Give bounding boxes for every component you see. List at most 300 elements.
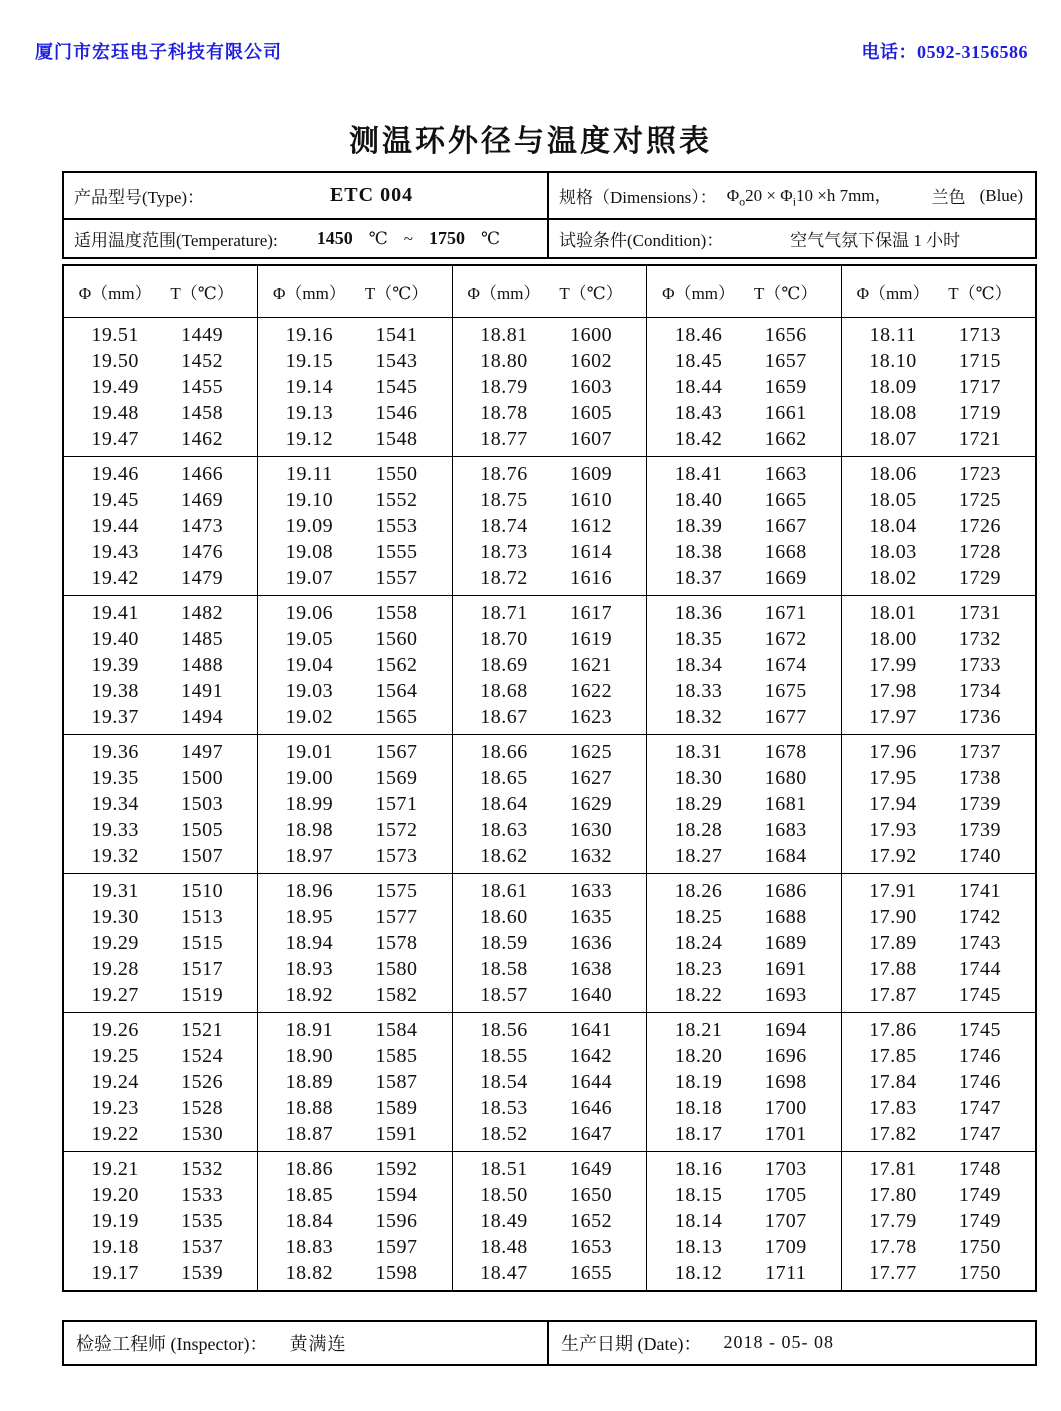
diameter-value: 18.33 — [674, 679, 723, 702]
temperature-value: 1573 — [375, 844, 418, 867]
temperature-value: 1633 — [570, 879, 613, 902]
diameter-value: 18.16 — [674, 1157, 723, 1180]
diameter-value: 18.17 — [674, 1122, 723, 1145]
temperature-value: 1642 — [570, 1044, 613, 1067]
temperature-value: 1543 — [375, 349, 418, 372]
temp-unit-1: ℃ — [368, 228, 388, 248]
temperature-value: 1609 — [570, 462, 613, 485]
temperature-value: 1627 — [570, 766, 613, 789]
temperature-value: 1731 — [958, 601, 1001, 624]
diameter-value: 18.99 — [285, 792, 334, 815]
data-cell — [63, 1012, 258, 1151]
temperature-value: 1661 — [764, 401, 807, 424]
temperature-value: 1557 — [375, 566, 418, 589]
diameter-value: 19.32 — [91, 844, 139, 867]
diameter-value: 19.15 — [285, 349, 334, 372]
temperature-value: 1653 — [570, 1235, 613, 1258]
temperature-value: 1517 — [181, 957, 224, 980]
diameter-value: 18.49 — [480, 1209, 528, 1232]
temperature-value: 1745 — [958, 983, 1001, 1006]
diameter-value: 19.46 — [91, 462, 139, 485]
data-cell — [258, 456, 453, 595]
diameter-value: 18.09 — [869, 375, 917, 398]
temperature-value: 1605 — [570, 401, 613, 424]
temperature-value: 1469 — [181, 488, 224, 511]
diameter-value: 18.25 — [674, 905, 723, 928]
column-header — [647, 265, 842, 317]
temperature-value: 1698 — [764, 1070, 807, 1093]
diameter-header: Φ（mm） — [662, 283, 736, 303]
temperature-value: 1681 — [764, 792, 807, 815]
diameter-value: 17.78 — [869, 1235, 917, 1258]
diameter-value: 18.78 — [480, 401, 528, 424]
temperature-value: 1578 — [375, 931, 418, 954]
temperature-value: 1725 — [958, 488, 1001, 511]
data-cell — [841, 595, 1036, 734]
diameter-value: 18.75 — [480, 488, 528, 511]
temperature-value: 1539 — [181, 1261, 224, 1284]
data-cell — [258, 734, 453, 873]
diameter-value: 18.86 — [285, 1157, 334, 1180]
temperature-value: 1622 — [570, 679, 613, 702]
temperature-value: 1667 — [764, 514, 807, 537]
diameter-value: 18.87 — [285, 1122, 334, 1145]
product-info-table — [62, 171, 1037, 259]
temperature-value: 1612 — [570, 514, 613, 537]
temperature-range-label: 适用温度范围(Temperature): — [74, 231, 278, 250]
temperature-value: 1647 — [570, 1122, 613, 1145]
data-cell — [63, 1151, 258, 1291]
temperature-value: 1677 — [764, 705, 807, 728]
diameter-value: 18.90 — [285, 1044, 334, 1067]
diameter-value: 18.31 — [674, 740, 723, 763]
diameter-value: 18.38 — [674, 540, 723, 563]
diameter-value: 18.22 — [674, 983, 723, 1006]
dimensions-label: 规格（Dimensions）： — [559, 188, 717, 207]
column-header — [452, 265, 647, 317]
diameter-value: 19.19 — [91, 1209, 139, 1232]
data-cell — [258, 595, 453, 734]
temperature-value: 1589 — [375, 1096, 418, 1119]
temperature-value: 1466 — [181, 462, 224, 485]
temperature-value: 1715 — [958, 349, 1001, 372]
temperature-value: 1577 — [375, 905, 418, 928]
temperature-value: 1656 — [764, 323, 807, 346]
column-header — [63, 265, 258, 317]
temperature-value: 1494 — [181, 705, 224, 728]
diameter-value: 18.46 — [674, 323, 723, 346]
diameter-value: 17.87 — [869, 983, 917, 1006]
temperature-value: 1734 — [958, 679, 1001, 702]
temperature-value: 1591 — [375, 1122, 418, 1145]
temperature-header: T（℃） — [948, 283, 1012, 303]
diameter-value: 18.52 — [480, 1122, 528, 1145]
temp-unit-2: ℃ — [480, 228, 500, 248]
temperature-value: 1746 — [958, 1070, 1001, 1093]
temperature-value: 1550 — [375, 462, 418, 485]
diameter-value: 19.24 — [91, 1070, 139, 1093]
diameter-value: 18.76 — [480, 462, 528, 485]
temperature-value: 1500 — [181, 766, 224, 789]
diameter-value: 17.89 — [869, 931, 917, 954]
temperature-value: 1669 — [764, 566, 807, 589]
diameter-value: 18.62 — [480, 844, 528, 867]
temperature-value: 1541 — [375, 323, 418, 346]
diameter-value: 19.22 — [91, 1122, 139, 1145]
diameter-value: 19.18 — [91, 1235, 139, 1258]
diameter-value: 19.27 — [91, 983, 139, 1006]
diameter-value: 17.93 — [869, 818, 917, 841]
diameter-value: 18.61 — [480, 879, 528, 902]
temperature-value: 1652 — [570, 1209, 613, 1232]
diameter-value: 19.06 — [285, 601, 334, 624]
column-header — [258, 265, 453, 317]
phone-value: 0592-3156586 — [917, 42, 1028, 62]
diameter-value: 18.29 — [674, 792, 723, 815]
temperature-value: 1649 — [570, 1157, 613, 1180]
temperature-value: 1510 — [181, 879, 224, 902]
diameter-value: 19.30 — [91, 905, 139, 928]
diameter-value: 18.69 — [480, 653, 528, 676]
temperature-value: 1740 — [958, 844, 1001, 867]
temperature-value: 1683 — [764, 818, 807, 841]
temperature-value: 1733 — [958, 653, 1001, 676]
temperature-value: 1746 — [958, 1044, 1001, 1067]
temperature-value: 1728 — [958, 540, 1001, 563]
temperature-value: 1479 — [181, 566, 224, 589]
diameter-value: 18.19 — [674, 1070, 723, 1093]
temperature-value: 1668 — [764, 540, 807, 563]
diameter-value: 19.39 — [91, 653, 139, 676]
temperature-value: 1533 — [181, 1183, 224, 1206]
diameter-value: 18.80 — [480, 349, 528, 372]
temperature-value: 1630 — [570, 818, 613, 841]
temperature-value: 1737 — [958, 740, 1001, 763]
data-group-row — [63, 1151, 1036, 1291]
diameter-value: 18.05 — [869, 488, 917, 511]
diameter-value: 19.07 — [285, 566, 334, 589]
diameter-value: 19.14 — [285, 375, 334, 398]
temperature-value: 1662 — [764, 427, 807, 450]
temperature-value: 1635 — [570, 905, 613, 928]
temperature-value: 1701 — [764, 1122, 807, 1145]
temperature-value: 1638 — [570, 957, 613, 980]
diameter-value: 17.85 — [869, 1044, 917, 1067]
condition-label: 试验条件(Condition)： — [559, 231, 724, 250]
diameter-value: 19.49 — [91, 375, 139, 398]
diameter-value: 18.04 — [869, 514, 917, 537]
data-cell — [258, 1012, 453, 1151]
data-cell — [841, 1012, 1036, 1151]
diameter-value: 18.28 — [674, 818, 723, 841]
diameter-value: 18.06 — [869, 462, 917, 485]
diameter-value: 19.26 — [91, 1018, 139, 1041]
temperature-value: 1644 — [570, 1070, 613, 1093]
diameter-value: 18.48 — [480, 1235, 528, 1258]
diameter-value: 17.98 — [869, 679, 917, 702]
diameter-value: 18.64 — [480, 792, 528, 815]
diameter-value: 17.80 — [869, 1183, 917, 1206]
temperature-value: 1748 — [958, 1157, 1001, 1180]
diameter-value: 18.34 — [674, 653, 723, 676]
diameter-value: 18.43 — [674, 401, 723, 424]
data-cell — [63, 317, 258, 456]
diameter-value: 18.01 — [869, 601, 917, 624]
inspector-label: 检验工程师 (Inspector)： — [76, 1333, 268, 1354]
temperature-value: 1750 — [958, 1235, 1001, 1258]
temperature-value: 1709 — [764, 1235, 807, 1258]
diameter-value: 17.82 — [869, 1122, 917, 1145]
temperature-value: 1749 — [958, 1183, 1001, 1206]
diameter-header: Φ（mm） — [78, 283, 152, 303]
temperature-value: 1717 — [958, 375, 1001, 398]
temperature-value: 1655 — [570, 1261, 613, 1284]
diameter-value: 18.44 — [674, 375, 723, 398]
temperature-value: 1452 — [181, 349, 224, 372]
temperature-value: 1738 — [958, 766, 1001, 789]
diameter-value: 19.21 — [91, 1157, 139, 1180]
temperature-value: 1732 — [958, 627, 1001, 650]
data-cell — [63, 734, 258, 873]
diameter-value: 19.17 — [91, 1261, 139, 1284]
temperature-value: 1614 — [570, 540, 613, 563]
diameter-temperature-table — [62, 264, 1037, 1292]
temperature-value: 1594 — [375, 1183, 418, 1206]
data-cell — [452, 595, 647, 734]
diameter-value: 18.24 — [674, 931, 723, 954]
diameter-value: 18.59 — [480, 931, 528, 954]
data-cell — [647, 595, 842, 734]
diameter-value: 17.99 — [869, 653, 917, 676]
temperature-value: 1592 — [375, 1157, 418, 1180]
diameter-value: 18.74 — [480, 514, 528, 537]
temperature-value: 1532 — [181, 1157, 224, 1180]
temperature-value: 1553 — [375, 514, 418, 537]
diameter-value: 18.96 — [285, 879, 334, 902]
diameter-value: 18.88 — [285, 1096, 334, 1119]
diameter-value: 19.09 — [285, 514, 334, 537]
diameter-value: 18.68 — [480, 679, 528, 702]
temperature-value: 1632 — [570, 844, 613, 867]
temperature-value: 1575 — [375, 879, 418, 902]
temperature-value: 1497 — [181, 740, 224, 763]
temperature-value: 1582 — [375, 983, 418, 1006]
temperature-value: 1736 — [958, 705, 1001, 728]
diameter-value: 18.12 — [674, 1261, 723, 1284]
diameter-value: 18.72 — [480, 566, 528, 589]
info-row-type-dimensions — [64, 173, 1035, 220]
temperature-value: 1711 — [765, 1261, 807, 1284]
data-group-row — [63, 317, 1036, 456]
data-cell — [63, 595, 258, 734]
diameter-value: 19.47 — [91, 427, 139, 450]
temperature-value: 1721 — [958, 427, 1001, 450]
diameter-value: 18.41 — [674, 462, 723, 485]
temperature-value: 1675 — [764, 679, 807, 702]
temperature-value: 1565 — [375, 705, 418, 728]
diameter-value: 19.45 — [91, 488, 139, 511]
diameter-value: 18.98 — [285, 818, 334, 841]
temperature-value: 1545 — [375, 375, 418, 398]
diameter-value: 19.25 — [91, 1044, 139, 1067]
diameter-value: 18.97 — [285, 844, 334, 867]
diameter-value: 19.28 — [91, 957, 139, 980]
data-cell — [63, 456, 258, 595]
diameter-value: 18.67 — [480, 705, 528, 728]
diameter-value: 18.39 — [674, 514, 723, 537]
inspector-cell — [64, 1322, 549, 1364]
diameter-value: 18.91 — [285, 1018, 334, 1041]
temperature-value: 1587 — [375, 1070, 418, 1093]
data-cell — [452, 1151, 647, 1291]
diameter-value: 18.63 — [480, 818, 528, 841]
temperature-value: 1723 — [958, 462, 1001, 485]
data-group-row — [63, 456, 1036, 595]
temperature-value: 1726 — [958, 514, 1001, 537]
diameter-value: 19.00 — [285, 766, 334, 789]
diameter-value: 19.05 — [285, 627, 334, 650]
diameter-value: 18.14 — [674, 1209, 723, 1232]
data-cell — [647, 456, 842, 595]
dimensions-cell — [549, 173, 1035, 218]
diameter-value: 18.66 — [480, 740, 528, 763]
diameter-value: 18.00 — [869, 627, 917, 650]
data-group-row — [63, 595, 1036, 734]
temperature-value: 1485 — [181, 627, 224, 650]
company-name: 厦门市宏珏电子科技有限公司 — [35, 42, 282, 62]
diameter-value: 17.90 — [869, 905, 917, 928]
temperature-value: 1598 — [375, 1261, 418, 1284]
diameter-value: 18.56 — [480, 1018, 528, 1041]
diameter-value: 17.86 — [869, 1018, 917, 1041]
temperature-value: 1636 — [570, 931, 613, 954]
condition-cell — [549, 220, 1035, 257]
diameter-value: 18.10 — [869, 349, 917, 372]
temperature-value: 1672 — [764, 627, 807, 650]
temperature-value: 1569 — [375, 766, 418, 789]
temperature-value: 1560 — [375, 627, 418, 650]
diameter-value: 17.91 — [869, 879, 917, 902]
diameter-value: 18.20 — [674, 1044, 723, 1067]
temperature-value: 1650 — [570, 1183, 613, 1206]
diameter-value: 19.13 — [285, 401, 334, 424]
temperature-value: 1705 — [764, 1183, 807, 1206]
temperature-value: 1747 — [958, 1096, 1001, 1119]
temperature-value: 1519 — [181, 983, 224, 1006]
diameter-value: 18.40 — [674, 488, 723, 511]
temperature-value: 1739 — [958, 792, 1001, 815]
diameter-value: 18.70 — [480, 627, 528, 650]
diameter-value: 19.16 — [285, 323, 334, 346]
temperature-value: 1585 — [375, 1044, 418, 1067]
diameter-value: 19.42 — [91, 566, 139, 589]
diameter-value: 18.53 — [480, 1096, 528, 1119]
color-name-cn: 兰色 — [931, 188, 966, 207]
temperature-value: 1694 — [764, 1018, 807, 1041]
temperature-value: 1491 — [181, 679, 224, 702]
temperature-value: 1546 — [375, 401, 418, 424]
diameter-value: 19.12 — [285, 427, 334, 450]
temperature-value: 1691 — [764, 957, 807, 980]
date-label: 生产日期 (Date)： — [561, 1333, 702, 1354]
temperature-value: 1473 — [181, 514, 224, 537]
temp-min: 1450 — [316, 228, 353, 248]
temperature-range-value — [278, 228, 539, 249]
temperature-value: 1680 — [764, 766, 807, 789]
diameter-value: 18.84 — [285, 1209, 334, 1232]
diameter-value: 18.60 — [480, 905, 528, 928]
temperature-value: 1530 — [181, 1122, 224, 1145]
diameter-value: 18.85 — [285, 1183, 334, 1206]
diameter-value: 18.11 — [869, 323, 917, 346]
temperature-value: 1640 — [570, 983, 613, 1006]
condition-value: 空气气氛下保温 1 小时 — [790, 231, 961, 250]
diameter-value: 18.42 — [674, 427, 723, 450]
date-value: 2018 - 05- 08 — [723, 1332, 834, 1352]
data-cell — [841, 734, 1036, 873]
data-cell — [452, 734, 647, 873]
temperature-value: 1528 — [181, 1096, 224, 1119]
info-row-temperature-condition — [64, 220, 1035, 257]
diameter-value: 18.02 — [869, 566, 917, 589]
temperature-value: 1719 — [958, 401, 1001, 424]
diameter-value: 18.36 — [674, 601, 723, 624]
production-date-cell — [549, 1322, 1035, 1364]
inspector-value: 黄满连 — [289, 1333, 347, 1354]
temperature-value: 1455 — [181, 375, 224, 398]
diameter-value: 19.34 — [91, 792, 139, 815]
diameter-value: 19.20 — [91, 1183, 139, 1206]
product-type-cell — [64, 173, 549, 218]
diameter-value: 18.51 — [480, 1157, 528, 1180]
temperature-value: 1678 — [764, 740, 807, 763]
diameter-value: 19.08 — [285, 540, 334, 563]
diameter-value: 18.03 — [869, 540, 917, 563]
phone-label: 电话： — [861, 42, 917, 62]
diameter-value: 19.50 — [91, 349, 139, 372]
data-cell — [452, 317, 647, 456]
diameter-value: 18.45 — [674, 349, 723, 372]
temperature-value: 1739 — [958, 818, 1001, 841]
diameter-value: 19.44 — [91, 514, 139, 537]
data-cell — [647, 1012, 842, 1151]
diameter-value: 18.23 — [674, 957, 723, 980]
diameter-value: 19.33 — [91, 818, 139, 841]
temperature-value: 1482 — [181, 601, 224, 624]
diameter-value: 19.11 — [286, 462, 333, 485]
temperature-value: 1707 — [764, 1209, 807, 1232]
data-group-row — [63, 873, 1036, 1012]
temperature-value: 1513 — [181, 905, 224, 928]
diameter-value: 18.32 — [674, 705, 723, 728]
letterhead — [0, 0, 1061, 64]
diameter-header: Φ（mm） — [467, 283, 541, 303]
diameter-value: 19.31 — [91, 879, 139, 902]
temperature-header: T（℃） — [364, 283, 429, 303]
temperature-value: 1641 — [570, 1018, 613, 1041]
diameter-value: 18.81 — [480, 323, 528, 346]
temperature-value: 1623 — [570, 705, 613, 728]
data-cell — [258, 317, 453, 456]
temperature-value: 1552 — [375, 488, 418, 511]
diameter-value: 17.88 — [869, 957, 917, 980]
diameter-value: 18.58 — [480, 957, 528, 980]
data-group-row — [63, 1012, 1036, 1151]
diameter-value: 19.29 — [91, 931, 139, 954]
dimensions-value: $\Phi_o20 \times \Phi_i10 \times h$ 7mm， — [726, 186, 892, 209]
diameter-value: 19.23 — [91, 1096, 139, 1119]
data-cell — [841, 1151, 1036, 1291]
